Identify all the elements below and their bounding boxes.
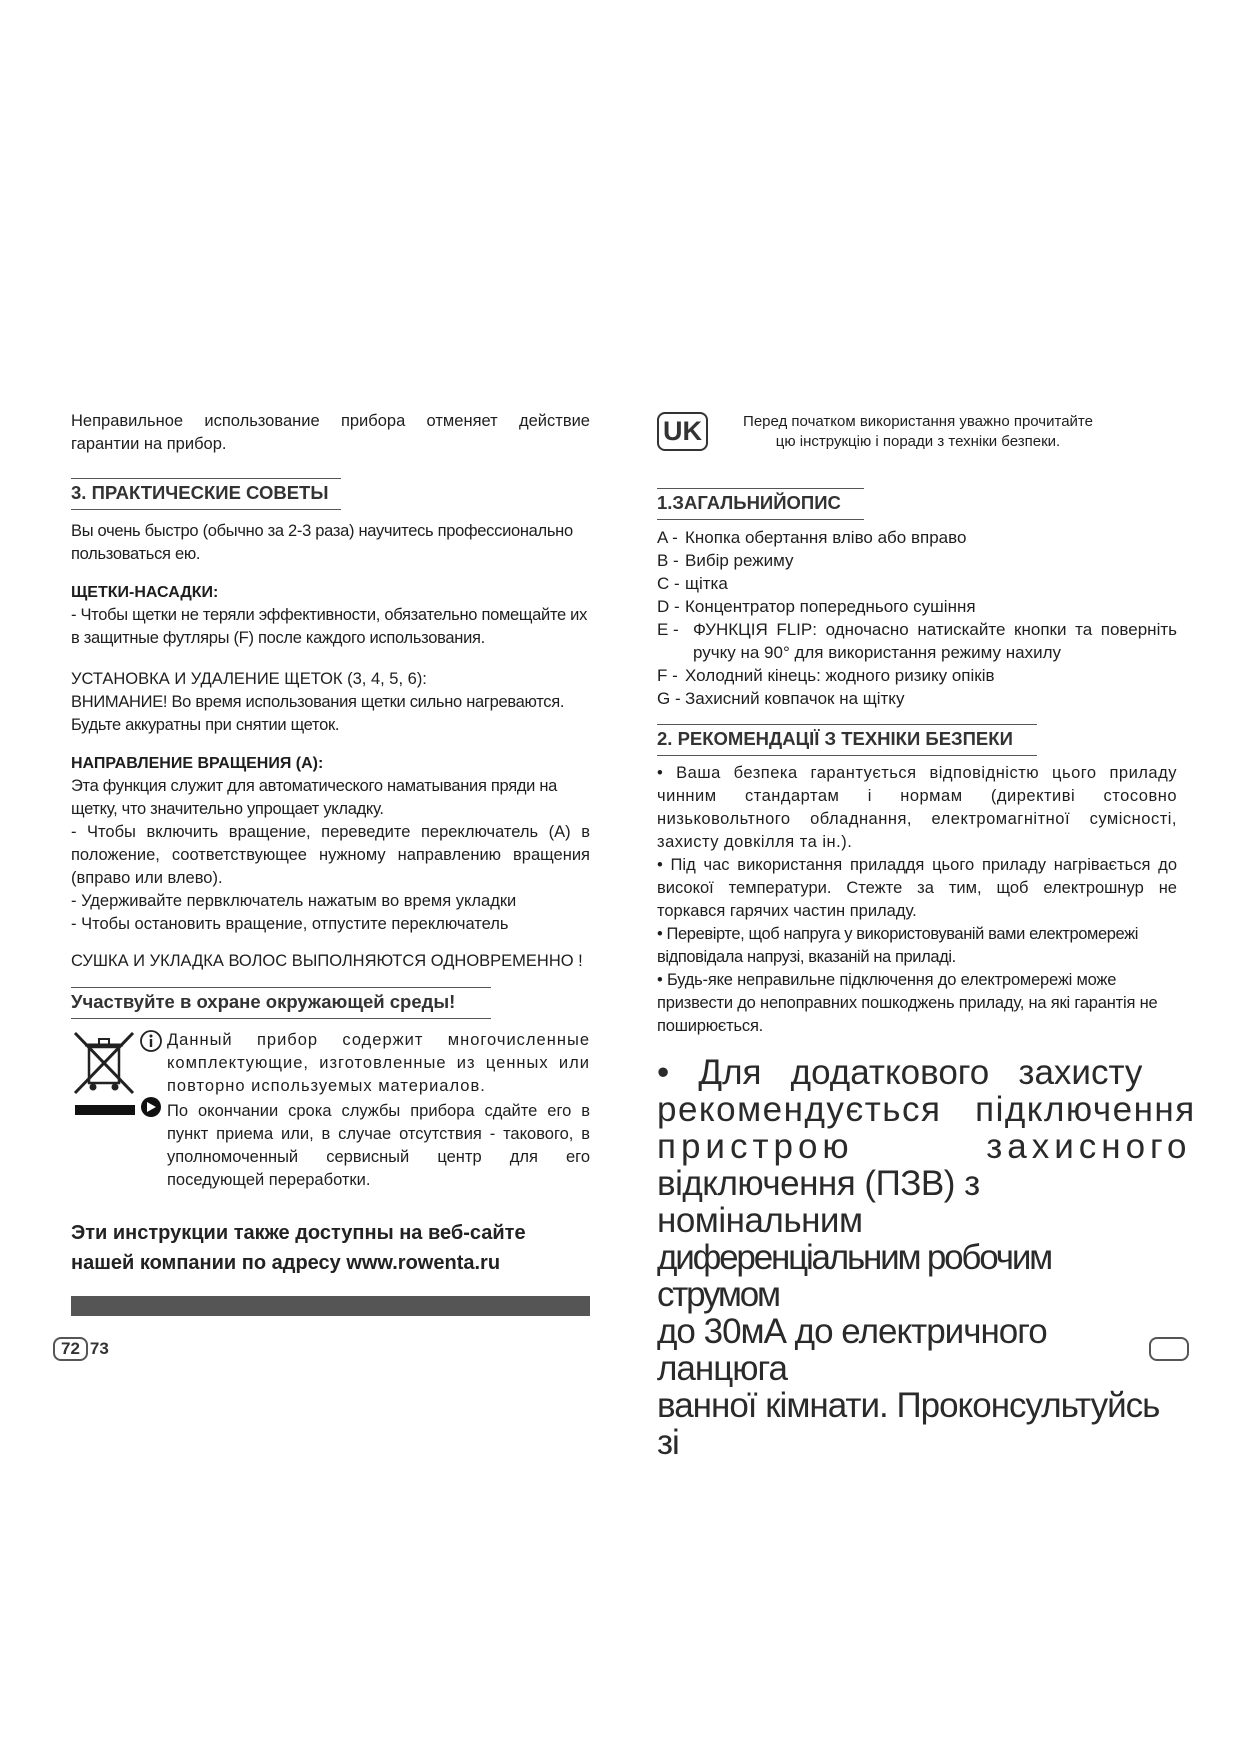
list-item [657, 664, 1177, 687]
list-item-text: Холодний кінець: жодного ризику опіків [685, 666, 995, 685]
env-text-1: Данный прибор содержит многочисленные комплектующие, изготовленные из ценных или повторно используемых материалов. [167, 1031, 590, 1095]
list-item-text: ФУНКЦІЯ FLIP: одночасно натискайте кнопки та поверніть ручку на 90° для використання режиму нахилу [693, 620, 1177, 662]
rotation-text-4: - Чтобы остановить вращение, отпустите переключатель [71, 915, 509, 933]
section3-intro: Вы очень быстро (обычно за 2-3 раза) научитесь профессионально пользоваться ею. [71, 522, 573, 563]
uk-intro-line-1: Перед початком використання уважно прочитайте [743, 413, 1093, 430]
page-number-left: 72 [53, 1337, 88, 1361]
safety-2: • Під час використання приладдя цього приладу нагрівається до високої температури. Стежте за тим, щоб електрошнур не торкався гарячих частин приладу. [657, 856, 1177, 920]
list-item-text: щітка [685, 574, 728, 593]
list-item-letter: D - [657, 597, 680, 616]
rcd-line-5: диференціальним робочим струмом [657, 1238, 1052, 1314]
drying-note: СУШКА И УКЛАДКА ВОЛОС ВЫПОЛНЯЮТСЯ ОДНОВРЕМЕННО ! [71, 952, 583, 970]
section2-heading: 2. РЕКОМЕНДАЦІЇ З ТЕХНІКИ БЕЗПЕКИ [657, 724, 1037, 756]
list-item-letter: B - [657, 551, 679, 570]
website-note: Эти инструкции также доступны на веб-сайте нашей компании по адресу www.rowenta.ru [71, 1222, 526, 1274]
rcd-line-1: • Для додаткового захисту [657, 1053, 1143, 1092]
list-item-text: Концентратор попереднього сушіння [685, 597, 976, 616]
install-warning: ВНИМАНИЕ! Во время использования щетки сильно нагреваются. Будьте аккуратны при снятии щеток. [71, 693, 565, 734]
brushes-text: - Чтобы щетки не теряли эффективности, обязательно помещайте их в защитные футляры (F) после каждого использования. [71, 606, 588, 647]
list-item [657, 549, 1177, 572]
env-heading: Участвуйте в охране окружающей среды! [71, 987, 491, 1019]
info-icon [139, 1029, 163, 1053]
brushes-heading: ЩЕТКИ-НАСАДКИ: [71, 584, 219, 601]
list-item-text: Захисний ковпачок на щітку [685, 689, 905, 708]
rcd-note [657, 1053, 1196, 1462]
warranty-note: Неправильное использование прибора отменяет действие гарантии на прибор. [71, 412, 590, 453]
uk-intro-line-2: цю інструкцію і поради з техніки безпеки. [775, 433, 1061, 450]
list-item [657, 595, 1177, 618]
rcd-line-6: до 30мА до електричного ланцюга [657, 1312, 1047, 1388]
recycle-arrow-icon [139, 1095, 163, 1119]
list-item-text: Кнопка обертання вліво або вправо [685, 528, 967, 547]
rotation-text-1: Эта функция служит для автоматического наматывания пряди на щетку, что значительно упрощает укладку. [71, 777, 558, 818]
section2-heading-wrap [657, 724, 1177, 756]
list-item-text: Вибір режиму [685, 551, 794, 570]
list-item-letter: C - [657, 574, 680, 593]
rotation-text-2: - Чтобы включить вращение, переведите переключатель (A) в положение, соответствующее нужному направлению вращения (вправо или влево). [71, 823, 590, 887]
list-item-letter: G - [657, 689, 681, 708]
list-item [657, 618, 1177, 664]
safety-3: • Перевірте, щоб напруга у використовуваній вами електромережі відповідала напрузі, вказаній на приладі. [657, 925, 1139, 966]
right-column [657, 412, 1196, 1462]
section3-heading: 3. ПРАКТИЧЕСКИЕ СОВЕТЫ [71, 478, 341, 510]
section3-heading-wrap [71, 478, 590, 510]
left-column [71, 410, 590, 1316]
lang-badge: UK [657, 412, 708, 451]
list-item-letter: E - [657, 620, 679, 639]
rcd-line-4: відключення (ПЗВ) з номінальним [657, 1164, 980, 1240]
rotation-text-3: - Удерживайте первключатель нажатым во время укладки [71, 892, 517, 910]
rotation-heading: НАПРАВЛЕНИЕ ВРАЩЕНИЯ (A): [71, 755, 324, 772]
list-item [657, 526, 1177, 549]
page-numbers [53, 1337, 109, 1361]
rcd-line-3: пристрою захисного [657, 1127, 1192, 1166]
rcd-line-2: рекомендується підключення [657, 1090, 1196, 1129]
uk-header [657, 412, 1177, 452]
list-item [657, 687, 1177, 710]
env-text-2: По окончании срока службы прибора сдайте его в пункт приема или, в случае отсутствия - такового, в уполномоченный сервисный центр для его поседующей переработки. [167, 1102, 590, 1189]
rcd-line-7: ванної кімнати. Проконсультуйсь зі [657, 1386, 1160, 1462]
uk-intro [728, 412, 1108, 452]
env-heading-wrap [71, 987, 590, 1019]
list-item [657, 572, 1177, 595]
env-icons [71, 1029, 167, 1192]
install-heading: УСТАНОВКА И УДАЛЕНИЕ ЩЕТОК (3, 4, 5, 6): [71, 670, 427, 688]
section1-heading-wrap [657, 488, 1177, 520]
section1-heading: 1.ЗАГАЛЬНИЙОПИС [657, 488, 864, 520]
page-number-right: 73 [89, 1339, 109, 1358]
list-item-letter: A - [657, 528, 678, 547]
env-block [71, 1029, 590, 1192]
footer-bar [71, 1296, 590, 1316]
safety-4: • Будь-яке неправильне підключення до електромережі може призвести до непоправних пошкоджень приладу, на які гарантія не поширюється. [657, 971, 1158, 1035]
description-list [657, 526, 1177, 710]
safety-1: • Ваша безпека гарантується відповідністю цього приладу чинним стандартам і нормам (директиві стосовно низьковольтного обладнання, електромагнітної сумісності, захисту довкілля та ін.). [657, 764, 1177, 851]
weee-bin-icon [71, 1029, 137, 1119]
env-text [167, 1029, 590, 1192]
list-item-letter: F - [657, 666, 678, 685]
